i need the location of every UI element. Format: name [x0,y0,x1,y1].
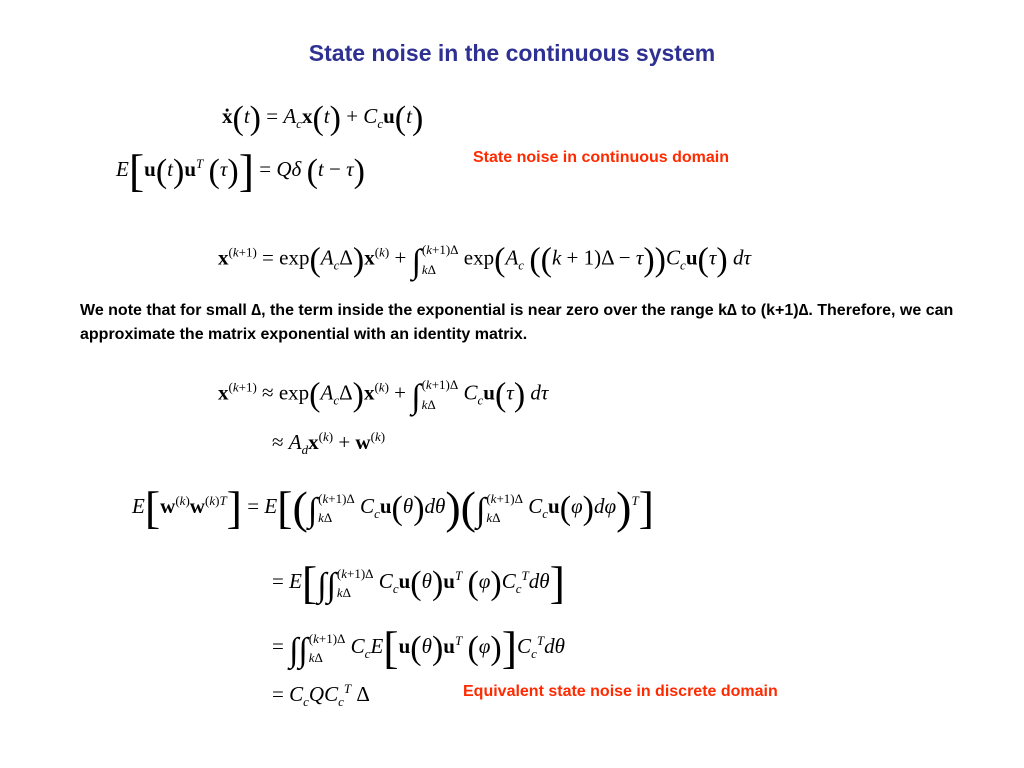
equation-discrete-model: ≈ $A_dx^{(k)} + w^{(k)}$ [272,429,386,458]
equation-discrete-noise-expectation: $E[w^{(k)}w^{(k)T}] = E[(\int$ (k+1)Δ kΔ $C_cu(\theta)d\theta)(\int$ (k+1)Δ kΔ $C_cu(\varphi)d\varphi)^T$] [132,482,654,533]
equation-state-dynamics: ẋ(t) = $A_cx(t) + C_cu(t)$ [222,100,424,137]
note-discrete-domain: Equivalent state noise in discrete domain [463,683,778,700]
equation-discrete-exact: $x^{(k+1)} = \exp(A_c\Delta)x^{(k)}$ + ∫ (k+1)Δ kΔ $\exp(A_c$ $((k + 1)\Delta - \tau))C_cu(\tau)$ dτ [218,241,751,281]
slide-title: State noise in the continuous system [308,40,716,66]
equation-discrete-approx: $x^{(k+1)} \approx \exp(A_c\Delta)x^{(k)}$ + ∫ (k+1)Δ kΔ $C_cu(\tau)$ dτ [218,376,549,416]
equation-double-integral-1: = E[∫∫ (k+1)Δ kΔ $C_cu(\theta)u^T$ $(\varphi)C_c^Td\theta$] [272,557,565,608]
note-continuous-domain: State noise in continuous domain [473,149,730,166]
equation-noise-covariance: $E[u(t)u^T$ (τ)] = Qδ (t − τ) [116,145,365,196]
explanation-paragraph: We note that for small ∆, the term inside the exponential is near zero over the range k∆ to (k+1)∆. Therefore, we can approximate the matrix exponential with an identity matrix. [80,302,954,343]
equation-double-integral-2: = ∫∫ (k+1)Δ kΔ $C_cE[u(\theta)u^T$ $(\varphi)]C_c^Td\theta$ [272,622,565,673]
equation-result: = $C_cQC_c^T$ Δ [272,681,370,710]
